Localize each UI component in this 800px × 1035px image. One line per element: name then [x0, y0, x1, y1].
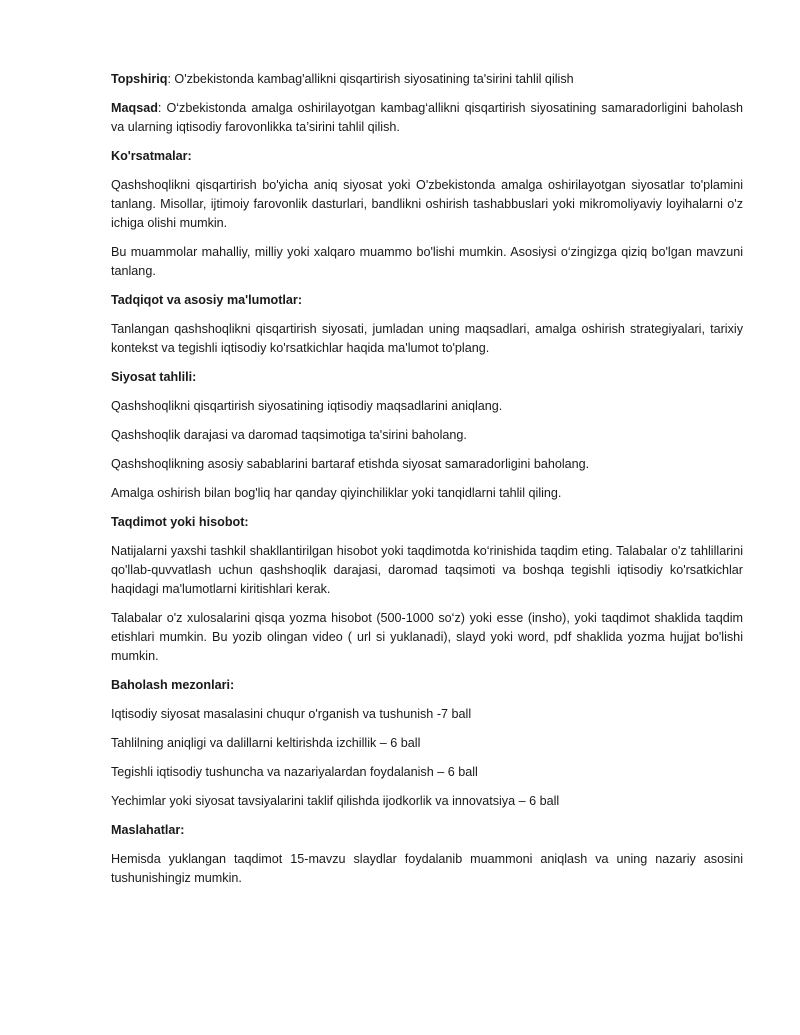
- policy-analysis-item: Amalga oshirish bilan bog'liq har qanday qiyinchiliklar yoki tanqidlarni tahlil qiling.: [111, 486, 562, 500]
- tips-paragraph: Hemisda yuklangan taqdimot 15-mavzu slaydlar foydalanib muammoni aniqlash va uning nazariy asosini tushunishingiz mumkin.: [111, 852, 743, 885]
- criteria-heading: Baholash mezonlari:: [111, 678, 235, 692]
- task-text: : O'zbekistonda kambag'allikni qisqartirish siyosatining ta'sirini tahlil qilish: [167, 72, 574, 86]
- task-line: [111, 70, 743, 89]
- policy-analysis-item: Qashshoqlik darajasi va daromad taqsimotiga ta'sirini baholang.: [111, 428, 467, 442]
- policy-analysis-item: Qashshoqlikning asosiy sabablarini bartaraf etishda siyosat samaradorligini baholang.: [111, 457, 590, 471]
- research-heading: Tadqiqot va asosiy ma'lumotlar:: [111, 293, 303, 307]
- document-page: [111, 70, 743, 898]
- instructions-heading: Ko'rsatmalar:: [111, 149, 192, 163]
- criteria-item: Yechimlar yoki siyosat tavsiyalarini taklif qilishda ijodkorlik va innovatsiya – 6 ball: [111, 794, 560, 808]
- criteria-item: Iqtisodiy siyosat masalasini chuqur o'rganish va tushunish -7 ball: [111, 707, 472, 721]
- research-paragraph: Tanlangan qashshoqlikni qisqartirish siyosati, jumladan uning maqsadlari, amalga oshirish strategiyalari, tarixiy kontekst va tegishli iqtisodiy ko'rsatkichlar haqida ma'lumot to'plang.: [111, 322, 743, 355]
- goal-paragraph: [111, 99, 743, 137]
- goal-label: Maqsad: [111, 101, 158, 115]
- instructions-paragraph: Qashshoqlikni qisqartirish bo'yicha aniq siyosat yoki O'zbekistonda amalga oshirilayotgan siyosatlar to'plamini tanlang. Misollar, ijtimoiy farovonlik dasturlari, bandlikni oshirish tashabbuslari yoki mikromoliyaviy loyihalarni o'z ichiga olishi mumkin.: [111, 178, 743, 230]
- tips-heading: Maslahatlar:: [111, 823, 185, 837]
- criteria-item: Tegishli iqtisodiy tushuncha va nazariyalardan foydalanish – 6 ball: [111, 765, 478, 779]
- presentation-heading: Taqdimot yoki hisobot:: [111, 515, 249, 529]
- task-label: Topshiriq: [111, 72, 168, 86]
- policy-analysis-heading: Siyosat tahlili:: [111, 370, 197, 384]
- goal-text: : O‘zbekistonda amalga oshirilayotgan kambag‘allikni qisqartirish siyosatining samaradorligini baholash va ularning iqtisodiy farovonlikka ta’sirini tahlil qilish.: [111, 101, 743, 134]
- presentation-paragraph: Natijalarni yaxshi tashkil shakllantirilgan hisobot yoki taqdimotda ko‘rinishida taqdim eting. Talabalar o'z tahlillarini qo'llab-quvvatlash uchun qashshoqlik darajasi, daromad taqsimoti va boshqa tegishli iqtisodiy ko'rsatkichlar haqidagi ma'lumotlarni kiritishlari kerak.: [111, 544, 743, 596]
- policy-analysis-item: Qashshoqlikni qisqartirish siyosatining iqtisodiy maqsadlarini aniqlang.: [111, 399, 503, 413]
- criteria-item: Tahlilning aniqligi va dalillarni keltirishda izchillik – 6 ball: [111, 736, 421, 750]
- presentation-paragraph: Talabalar o'z xulosalarini qisqa yozma hisobot (500-1000 so‘z) yoki esse (insho), yoki taqdimot shaklida taqdim etishlari mumkin. Bu yozib olingan video ( url si yuklanadi), slayd yoki word, pdf shaklida yozma hujjat bo'lishi mumkin.: [111, 611, 743, 663]
- instructions-paragraph: Bu muammolar mahalliy, milliy yoki xalqaro muammo bo'lishi mumkin. Asosiysi o‘zingizga qiziq bo'lgan mavzuni tanlang.: [111, 245, 743, 278]
